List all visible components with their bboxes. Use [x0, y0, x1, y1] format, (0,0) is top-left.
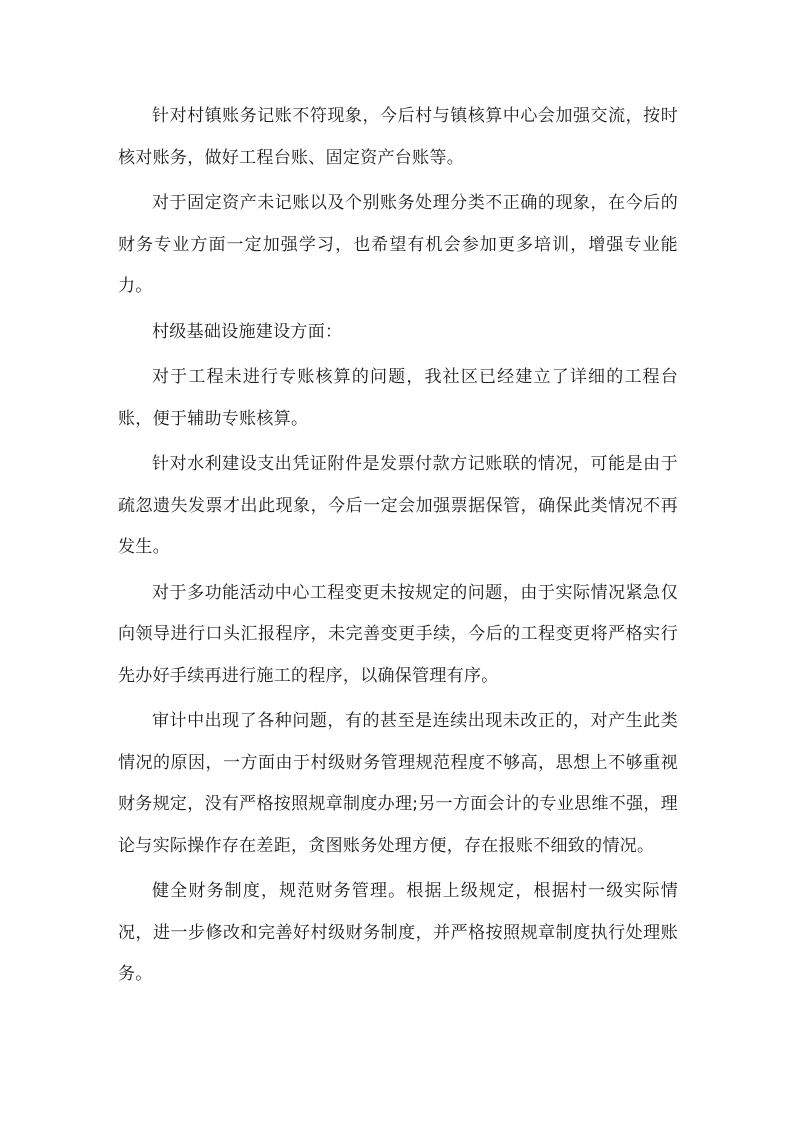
- paragraph: 针对村镇账务记账不符现象，今后村与镇核算中心会加强交流，按时核对账务，做好工程台账、固定资产台账等。: [118, 106, 678, 168]
- paragraph: 对于固定资产未记账以及个别账务处理分类不正确的现象，在今后的财务专业方面一定加强学习，也希望有机会参加更多培训，增强专业能力。: [118, 193, 678, 296]
- paragraph: 审计中出现了各种问题，有的甚至是连续出现未改正的，对产生此类情况的原因，一方面由于村级财务管理规范程度不够高，思想上不够重视财务规定，没有严格按照规章制度办理;另一方面会计的专业思维不强，理论与实际操作存在差距，贪图账务处理方便，存在报账不细致的情况。: [118, 711, 678, 856]
- paragraph: 健全财务制度，规范财务管理。根据上级规定，根据村一级实际情况，进一步修改和完善好村级财务制度，并严格按照规章制度执行处理账务。: [118, 881, 678, 984]
- document-body: [118, 96, 678, 1000]
- paragraph: 针对水利建设支出凭证附件是发票付款方记账联的情况，可能是由于疏忽遗失发票才出此现象，今后一定会加强票据保管，确保此类情况不再发生。: [118, 454, 678, 557]
- paragraph: 对于多功能活动中心工程变更未按规定的问题，由于实际情况紧急仅向领导进行口头汇报程序，未完善变更手续，今后的工程变更将严格实行先办好手续再进行施工的程序，以确保管理有序。: [118, 582, 678, 686]
- section-heading: 村级基础设施建设方面：: [152, 321, 343, 342]
- paragraph: 对于工程未进行专账核算的问题，我社区已经建立了详细的工程台账，便于辅助专账核算。: [118, 367, 678, 429]
